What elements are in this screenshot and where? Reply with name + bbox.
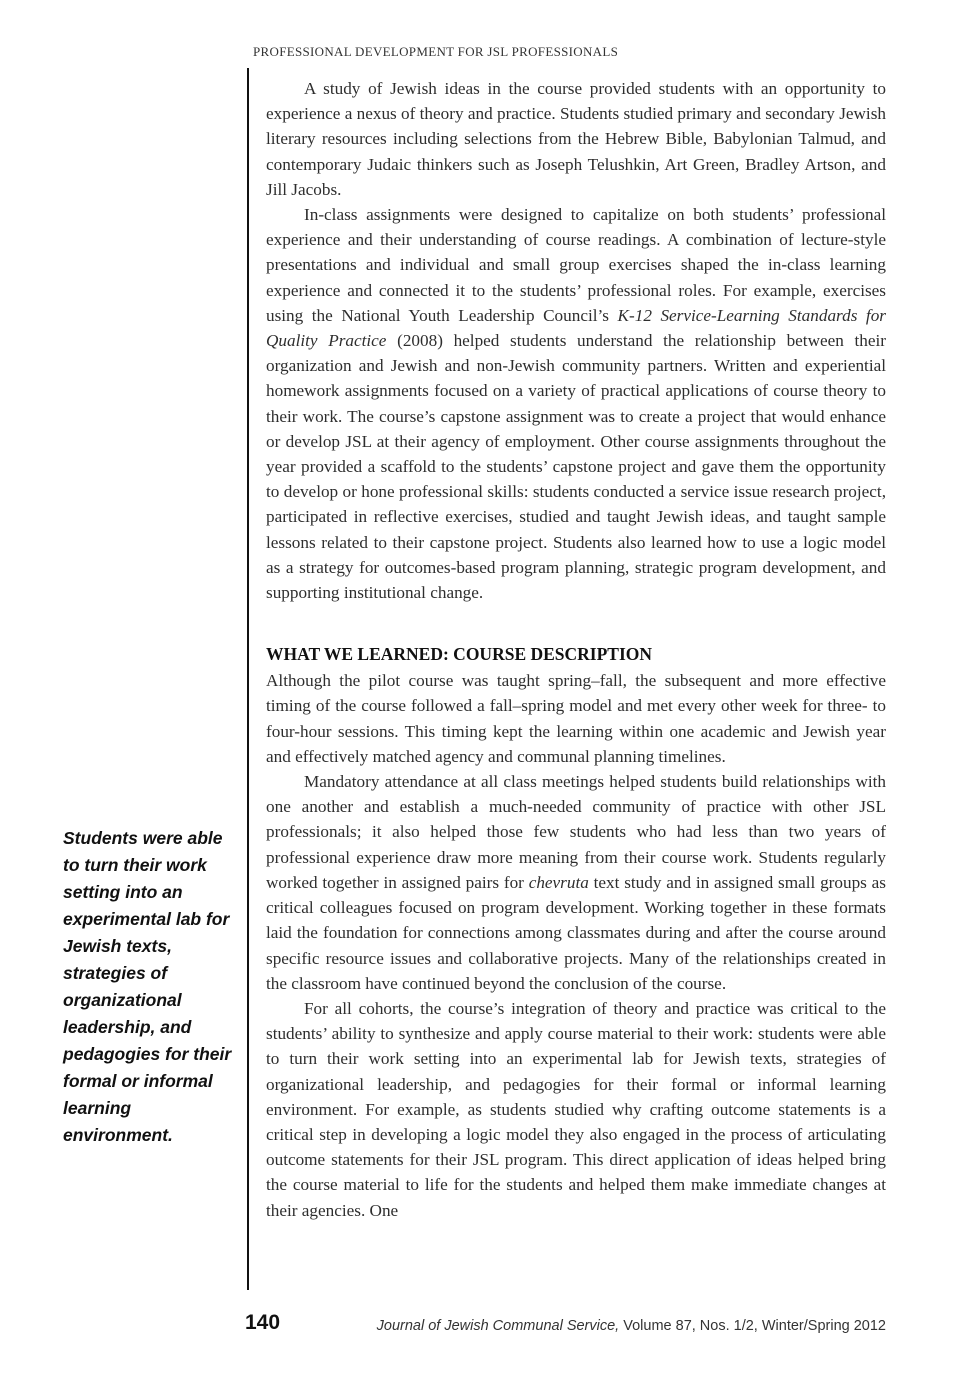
paragraph-text: In-class assignments were designed to capitalize on both students’ professional experience and their understanding of course readings. A combination of lecture-style presentations and individual and small group exercises shaped the in-class learning experience and connected it to the students’ professional roles. For example, exercises using the National Youth Leadership Council’s — [266, 205, 886, 325]
paragraph-in-class-assignments — [266, 202, 886, 605]
paragraph-course-timing: Although the pilot course was taught spring–fall, the subsequent and more effective timing of the course followed a fall–spring model and met every other week for three- to four-hour sessions. This timing kept the learning within one academic and Jewish year and effectively matched agency and communal planning timelines. — [266, 671, 886, 766]
paragraph-theory-practice: For all cohorts, the course’s integration of theory and practice was critical to the students’ ability to synthesize and apply course material to their work: students were able to turn their work setting into an experimental lab for Jewish texts, strategies of organizational leadership, and pedagogies for their formal or informal learning environment. For example, as students studied why crafting outcome statements is a critical step in developing a logic model they also engaged in the process of articulating outcome statements for their JSL program. This direct application of ideas helped bring the course material to life for the students and helped them make immediate changes at their agencies. One — [266, 998, 886, 1220]
journal-issue: Volume 87, Nos. 1/2, Winter/Spring 2012 — [619, 1318, 886, 1334]
paragraph-text: Mandatory attendance at all class meetings helped students build relationships with one another and establish a much-needed community of practice with other JSL professionals; it also helped those few students who had less than two years of professional experience draw more meaning from their course work. Students regularly worked together in assigned pairs for — [266, 772, 886, 892]
journal-title: Journal of Jewish Communal Service, — [376, 1318, 620, 1334]
running-header: PROFESSIONAL DEVELOPMENT FOR JSL PROFESSIONALS — [253, 44, 619, 59]
column-rule — [247, 68, 249, 1290]
pull-quote: Students were able to turn their work setting into an experimental lab for Jewish texts, strategies of organizational leadership, and pedagogies for their formal or informal learning environment. — [63, 828, 232, 1145]
paragraph-attendance — [266, 769, 886, 996]
chevruta-term: chevruta — [528, 872, 589, 892]
journal-citation — [377, 1318, 886, 1334]
standards-title: K-12 Service-Learning Standards for Quality Practice — [266, 305, 886, 351]
body-text-column — [266, 76, 886, 1223]
paragraph-text: text study and in assigned small groups as critical colleagues focused on program development. Working together in these formats laid the foundation for connections among classmates during and after the course around specific resource issues and collaborative projects. Many of the relationships created in the classroom have continued beyond the conclusion of the course. — [266, 872, 886, 993]
page-number: 140 — [245, 1311, 281, 1334]
paragraph-jewish-ideas: A study of Jewish ideas in the course provided students with an opportunity to experience a nexus of theory and practice. Students studied primary and secondary Jewish literary resources including selections from the Hebrew Bible, Babylonian Talmud, and contemporary Judaic thinkers such as Joseph Telushkin, Art Green, Bradley Artson, and Jill Jacobs. — [266, 79, 886, 199]
section-heading: WHAT WE LEARNED: COURSE DESCRIPTION — [266, 644, 653, 665]
paragraph-text: (2008) helped students understand the relationship between their organization and Jewish and non-Jewish community partners. Written and experiential homework assignments focused on a variety of practical applications of course theory to their work. The course’s capstone assignment was to create a project that would enhance or develop JSL at their agency of employment. Other course assignments throughout the year provided a scaffold to the students’ capstone project and gave them the opportunity to develop or hone professional skills: students conducted a service issue research project, participated in reflective exercises, studied and taught Jewish ideas, and taught sample lessons related to their capstone project. Students also learned how to use a logic model as a strategy for outcomes-based program planning, strategic program development, and supporting institutional change. — [266, 331, 886, 603]
